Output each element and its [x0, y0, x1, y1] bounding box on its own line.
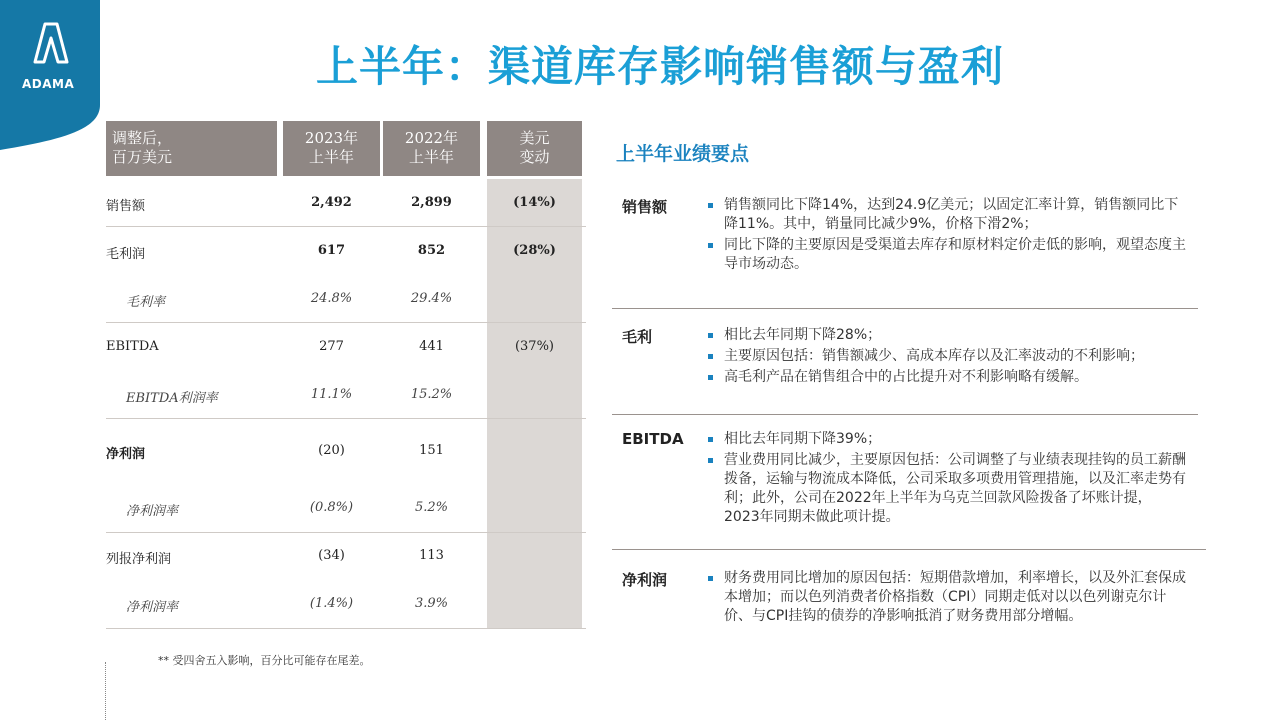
- brand-name: ADAMA: [22, 77, 75, 91]
- table-row: 销售额 2,492 2,899 (14%): [106, 195, 556, 214]
- highlights-title: 上半年业绩要点: [616, 143, 750, 165]
- table-row: 净利润率 (0.8%) 5.2%: [126, 500, 449, 519]
- bullet-item: 主要原因包括：销售额减少、高成本库存以及汇率波动的不利影响；: [706, 347, 1186, 366]
- section-divider: [612, 549, 1206, 550]
- header-2023: 2023年 上半年: [283, 121, 380, 176]
- dotted-divider: [105, 662, 106, 720]
- header-2022: 2022年 上半年: [383, 121, 480, 176]
- bullet-item: 相比去年同期下降28%；: [706, 326, 1186, 345]
- footnote: ** 受四舍五入影响，百分比可能存在尾差。: [158, 654, 371, 667]
- bullet-item: 同比下降的主要原因是受渠道去库存和原材料定价走低的影响，观望态度主导市场动态。: [706, 236, 1186, 274]
- table-row: EBITDA 277 441 (37%): [106, 339, 555, 354]
- table-row: 毛利率 24.8% 29.4%: [126, 291, 453, 310]
- table-row: 净利润率 (1.4%) 3.9%: [126, 596, 449, 615]
- page-title: 上半年：渠道库存影响销售额与盈利: [315, 42, 1004, 91]
- section-label: 净利润: [622, 571, 668, 589]
- bullet-item: 营业费用同比减少，主要原因包括：公司调整了与业绩表现挂钩的员工薪酬拨备，运输与物流成本降低，公司采取多项费用管理措施，以及汇率走势有利；此外，公司在2022年上半年为乌克兰回款风险拨备了坏账计提，2023年同期未做此项计提。: [706, 451, 1186, 527]
- table-row: 净利润 (20) 151: [106, 443, 444, 462]
- table-row: EBITDA利润率 11.1% 15.2%: [126, 387, 453, 406]
- bullet-item: 高毛利产品在销售组合中的占比提升对不利影响略有缓解。: [706, 368, 1186, 387]
- section-label: 销售额: [622, 198, 668, 216]
- header-change: 美元 变动: [487, 121, 582, 176]
- section-label: 毛利: [622, 328, 653, 346]
- table-row: 列报净利润 (34) 113: [106, 548, 444, 567]
- section-label: EBITDA: [622, 430, 684, 448]
- header-label: 调整后， 百万美元: [106, 121, 277, 176]
- section-divider: [612, 308, 1198, 309]
- table-row: 毛利润 617 852 (28%): [106, 243, 556, 262]
- bullet-item: 销售额同比下降14%，达到24.9亿美元；以固定汇率计算，销售额同比下降11%。其中，销量同比减少9%，价格下滑2%；: [706, 196, 1186, 234]
- section-divider: [612, 414, 1198, 415]
- bullet-item: 财务费用同比增加的原因包括：短期借款增加，利率增长，以及外汇套保成本增加；而以色列消费者价格指数（CPI）同期走低对以以色列谢克尔计价、与CPI挂钩的债券的净影响抵消了财务费用部分增幅。: [706, 569, 1186, 626]
- bullet-item: 相比去年同期下降39%；: [706, 430, 1186, 449]
